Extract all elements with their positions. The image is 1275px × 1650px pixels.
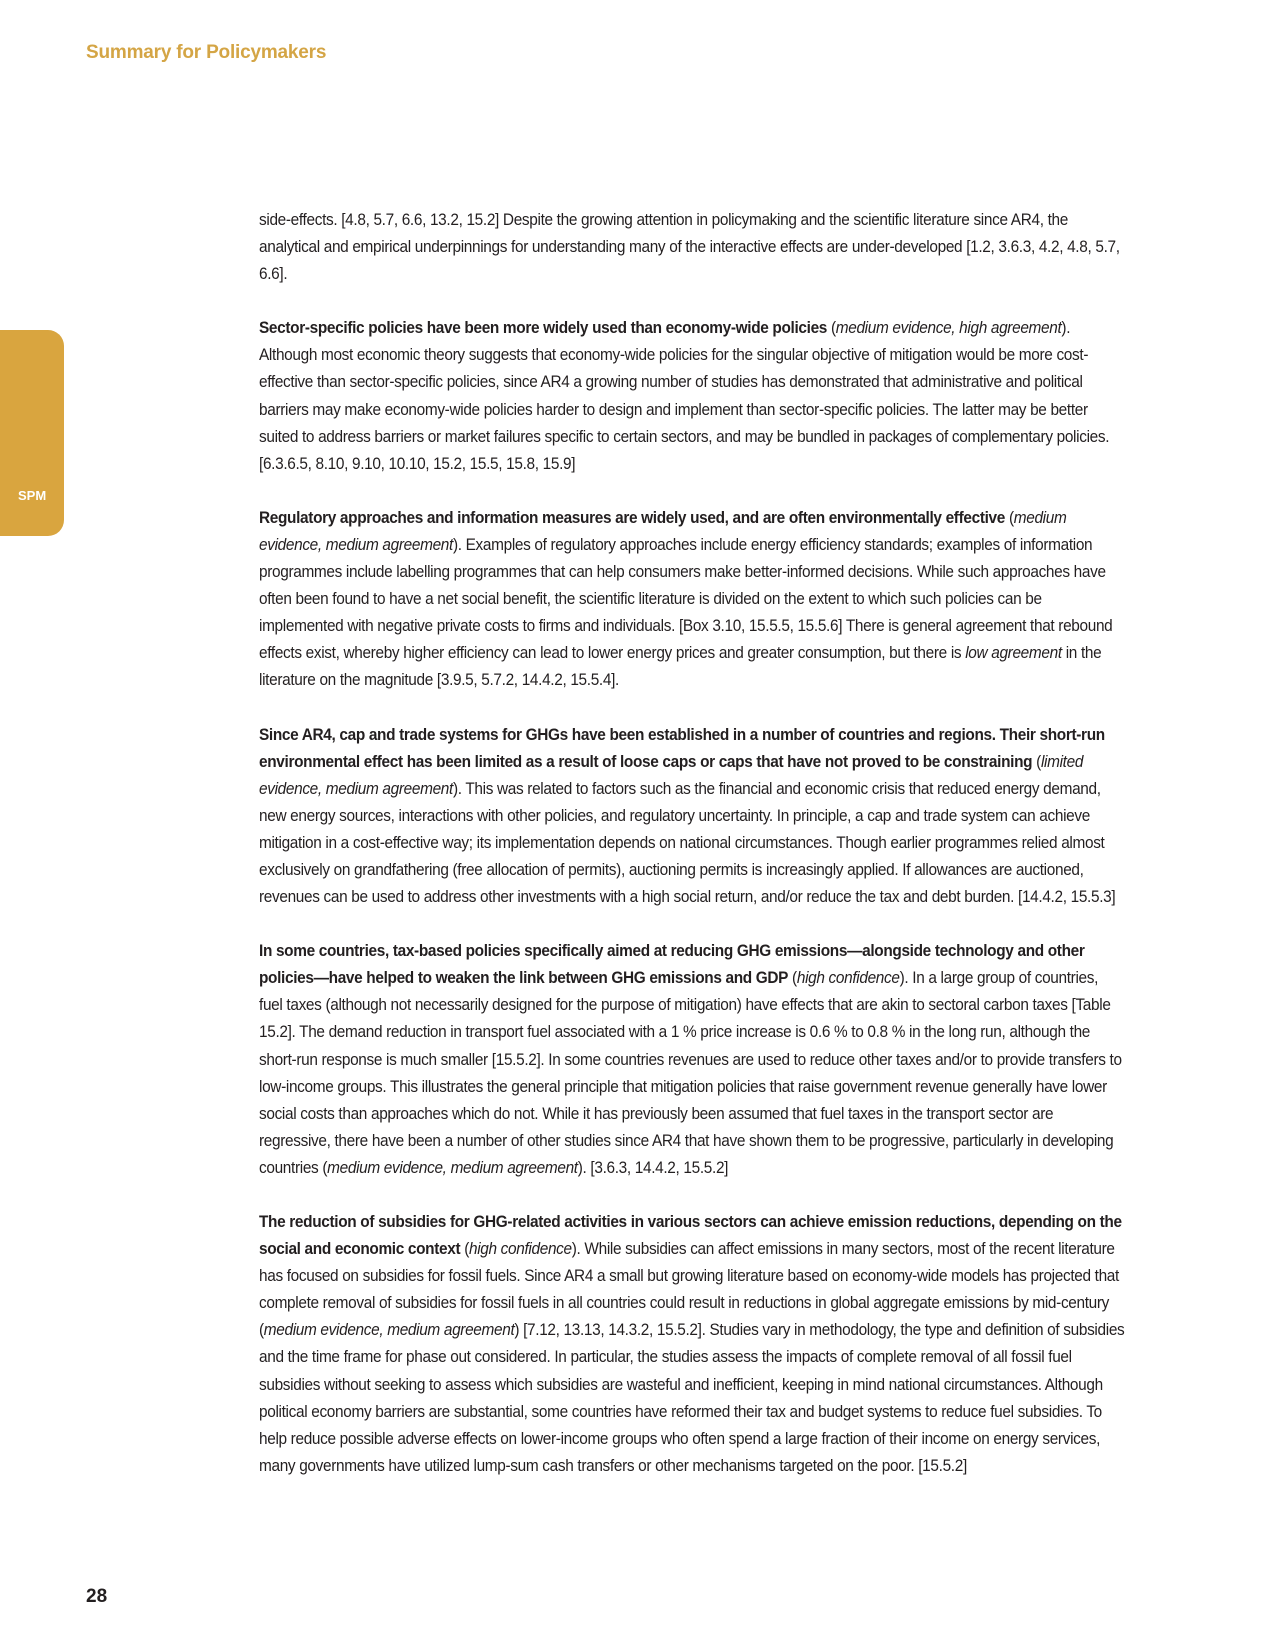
paragraph-text: (: [1005, 508, 1014, 527]
paragraph-text: ). Although most economic theory suggests that economy-wide policies for the singular objective of mitigation would be more cost-effective than sector-specific policies, since AR4 a growing number of studies has demonstrated that administrative and political barriers may make economy-wide policies harder to design and implement than sector-specific policies. The latter may be better suited to address barriers or market failures specific to certain sectors, and may be bundled in packages of complementary policies. [6.3.6.5, 8.10, 9.10, 10.10, 15.2, 15.5, 15.8, 15.9]: [259, 319, 1110, 473]
paragraph-text: ). [3.6.3, 14.4.2, 15.5.2]: [577, 1158, 729, 1177]
paragraph-text: ) [7.12, 13.13, 14.3.2, 15.5.2]. Studies vary in methodology, the type and definition of subsidies and the time frame for phase out considered. In particular, the studies assess the impacts of complete removal of all fossil fuel subsidies without seeking to assess which subsidies are wasteful and inefficient, keeping in mind national circumstances. Although political economy barriers are substantial, some countries have reformed their tax and budget systems to reduce fuel subsidies. To help reduce possible adverse effects on lower-income groups who often spend a large fraction of their income on energy services, many governments have utilized lump-sum cash transfers or other mechanisms targeted on the poor. [15.5.2]: [259, 1321, 1125, 1475]
paragraph-text: (: [1032, 752, 1041, 771]
paragraph-lead: Regulatory approaches and information measures are widely used, and are often environmentally effective: [259, 508, 1006, 527]
running-head-title: Summary for Policymakers: [86, 42, 327, 63]
paragraph-lead: Since AR4, cap and trade systems for GHGs have been established in a number of countries and regions. Their short-run environmental effect has been limited as a result of loose caps or caps that have not proved to be constraining: [259, 725, 1105, 771]
paragraph-lead: The reduction of subsidies for GHG-related activities in various sectors can achieve emission reductions, depending on the social and economic context: [259, 1213, 1122, 1259]
paragraph-cap-and-trade: [259, 722, 1125, 912]
paragraph-text: (: [827, 319, 836, 338]
paragraph-sector-specific-policies: [259, 315, 1125, 478]
confidence-qualifier: medium evidence, medium agreement: [259, 508, 1067, 554]
paragraph-text: (: [460, 1240, 469, 1259]
spm-tab-label: SPM: [18, 488, 47, 503]
paragraph-text: (: [788, 969, 797, 988]
paragraph-text: ). This was related to factors such as the financial and economic crisis that reduced energy demand, new energy sources, interactions with other policies, and regulatory uncertainty. In principle, a cap and trade system can achieve mitigation in a cost-effective way; its implementation depends on national circumstances. Though earlier programmes relied almost exclusively on grandfathering (free allocation of permits), auctioning permits is increasingly applied. If allowances are auctioned, revenues can be used to address other investments with a high social return, and/or reduce the tax and debt burden. [14.4.2, 15.5.3]: [259, 779, 1116, 907]
paragraph-lead: In some countries, tax-based policies specifically aimed at reducing GHG emissions—alongside technology and other policies—have helped to weaken the link between GHG emissions and GDP: [259, 942, 1085, 988]
paragraph-text: ). Examples of regulatory approaches include energy efficiency standards; examples of information programmes include labelling programmes that can help consumers make better-informed decisions. While such approaches have often been found to have a net social benefit, the scientific literature is divided on the extent to which such policies can be implemented with negative private costs to firms and individuals. [Box 3.10, 15.5.5, 15.5.6] There is general agreement that rebound effects exist, whereby higher efficiency can lead to lower energy prices and greater consumption, but there is: [259, 535, 1113, 663]
confidence-qualifier: medium evidence, medium agreement: [327, 1158, 578, 1177]
confidence-qualifier: limited evidence, medium agreement: [259, 752, 1084, 798]
paragraph-lead: Sector-specific policies have been more widely used than economy-wide policies: [259, 319, 828, 338]
confidence-qualifier: low agreement: [965, 644, 1062, 663]
paragraph-text: in the literature on the magnitude [3.9.5, 5.7.2, 14.4.2, 15.5.4].: [259, 644, 1102, 690]
paragraph-regulatory-approaches: [259, 505, 1125, 695]
paragraph-text: side-effects. [4.8, 5.7, 6.6, 13.2, 15.2] Despite the growing attention in policymaking and the scientific literature since AR4, the analytical and empirical underpinnings for understanding many of the interactive effects are under-developed [1.2, 3.6.3, 4.2, 4.8, 5.7, 6.6].: [259, 211, 1120, 284]
paragraph-tax-based-policies: [259, 938, 1125, 1182]
paragraph-continuation: [259, 207, 1125, 288]
paragraph-text: ). While subsidies can affect emissions in many sectors, most of the recent literature has focused on subsidies for fossil fuels. Since AR4 a small but growing literature based on economy-wide models has projected that complete removal of subsidies for fossil fuels in all countries could result in reductions in global aggregate emissions by mid-century (: [259, 1240, 1119, 1340]
paragraph-text: ). In a large group of countries, fuel taxes (although not necessarily designed for the purpose of mitigation) have effects that are akin to sectoral carbon taxes [Table 15.2]. The demand reduction in transport fuel associated with a 1 % price increase is 0.6 % to 0.8 % in the long run, although the short-run response is much smaller [15.5.2]. In some countries revenues are used to reduce other taxes and/or to provide transfers to low-income groups. This illustrates the general principle that mitigation policies that raise government revenue generally have lower social costs than approaches which do not. While it has previously been assumed that fuel taxes in the transport sector are regressive, there have been a number of other studies since AR4 that have shown them to be progressive, particularly in developing countries (: [259, 969, 1122, 1177]
spm-section-tab: [0, 330, 64, 536]
confidence-qualifier: high confidence: [468, 1240, 572, 1259]
body-text: [259, 207, 1125, 1507]
confidence-qualifier: medium evidence, high agreement: [835, 319, 1062, 338]
page-number: 28: [86, 1586, 108, 1607]
confidence-qualifier: medium evidence, medium agreement: [263, 1321, 515, 1340]
confidence-qualifier: high confidence: [796, 969, 900, 988]
paragraph-subsidy-reduction: [259, 1209, 1125, 1480]
